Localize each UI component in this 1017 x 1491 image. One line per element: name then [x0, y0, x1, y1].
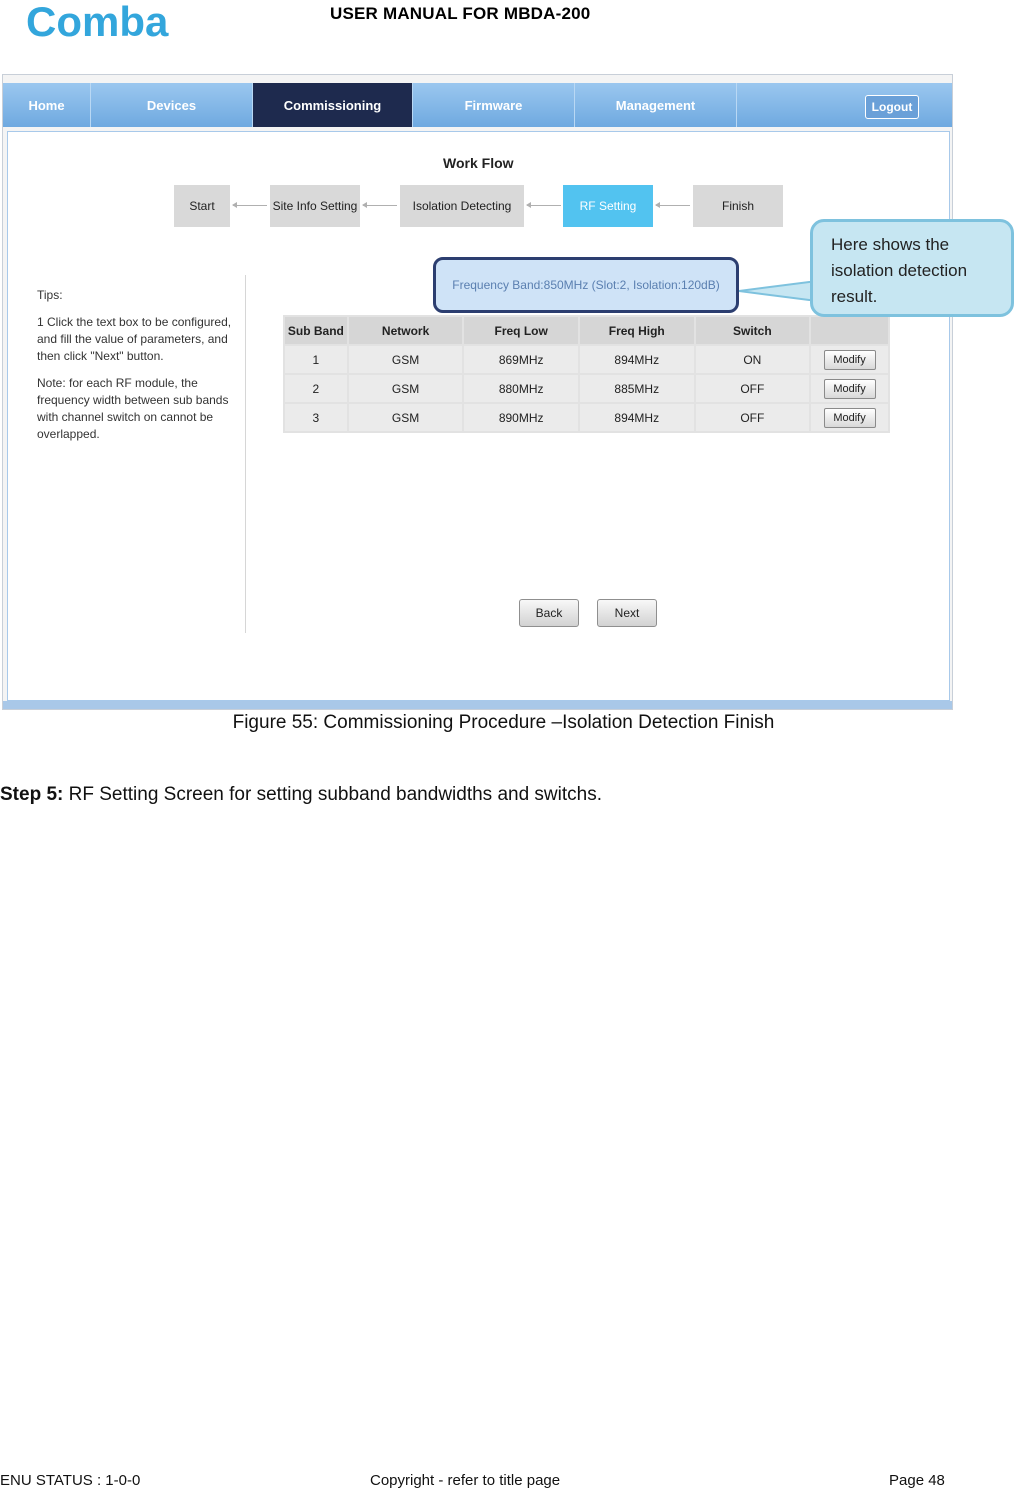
table-row — [284, 345, 889, 374]
workflow-arrow — [233, 205, 267, 206]
step-label: Step 5: — [0, 784, 64, 805]
nav-tab-firmware[interactable]: Firmware — [413, 83, 575, 127]
step-description: RF Setting Screen for setting subband bandwidths and switchs. — [63, 784, 602, 805]
footer-copyright: Copyright - refer to title page — [370, 1472, 561, 1489]
cell-action — [810, 403, 889, 432]
modify-button[interactable]: Modify — [824, 408, 876, 428]
cell-freq-low: 880MHz — [463, 374, 579, 403]
cell-network: GSM — [348, 374, 464, 403]
cell-sub-band: 1 — [284, 345, 348, 374]
cell-freq-high: 894MHz — [579, 403, 695, 432]
table-row — [284, 374, 889, 403]
commissioning-screenshot — [2, 74, 953, 710]
nav-tab-commissioning[interactable]: Commissioning — [253, 83, 413, 127]
callout-pointer — [739, 281, 819, 301]
cell-network: GSM — [348, 345, 464, 374]
column-header: Sub Band — [284, 316, 348, 345]
cell-freq-low: 890MHz — [463, 403, 579, 432]
nav-bar — [3, 83, 953, 127]
cell-action — [810, 345, 889, 374]
subband-table — [283, 315, 890, 433]
workflow-arrow — [527, 205, 561, 206]
cell-freq-high: 894MHz — [579, 345, 695, 374]
workflow-step-isolation: Isolation Detecting — [400, 185, 524, 227]
workflow-step-rf-setting: RF Setting — [563, 185, 653, 227]
figure-caption: Figure 55: Commissioning Procedure –Isolation Detection Finish — [232, 712, 775, 733]
cell-switch: ON — [695, 345, 811, 374]
column-header: Network — [348, 316, 464, 345]
next-button[interactable]: Next — [597, 599, 657, 627]
cell-freq-high: 885MHz — [579, 374, 695, 403]
screenshot-footer-strip — [3, 701, 953, 710]
document-title: USER MANUAL FOR MBDA-200 — [330, 4, 591, 23]
column-header: Freq Low — [463, 316, 579, 345]
cell-sub-band: 3 — [284, 403, 348, 432]
workflow-step-finish: Finish — [693, 185, 783, 227]
callout-bubble: Here shows the isolation detection result. — [810, 219, 1014, 317]
modify-button[interactable]: Modify — [824, 350, 876, 370]
cell-sub-band: 2 — [284, 374, 348, 403]
isolation-result: Frequency Band:850MHz (Slot:2, Isolation:120dB) — [433, 257, 739, 313]
tips-note: Note: for each RF module, the frequency width between sub bands with channel switch on cannot be overlapped. — [37, 376, 229, 441]
footer-status: ENU STATUS : 1-0-0 — [0, 1472, 141, 1489]
modify-button[interactable]: Modify — [824, 379, 876, 399]
workflow-arrow — [656, 205, 690, 206]
workflow-step-start: Start — [174, 185, 230, 227]
workflow-title: Work Flow — [443, 155, 514, 171]
nav-tab-home[interactable]: Home — [3, 83, 91, 127]
comba-logo — [26, 2, 206, 42]
workflow-arrow — [363, 205, 397, 206]
nav-tab-devices[interactable]: Devices — [91, 83, 253, 127]
table-row — [284, 403, 889, 432]
tips-divider — [245, 275, 246, 633]
cell-freq-low: 869MHz — [463, 345, 579, 374]
tips-text: 1 Click the text box to be configured, and fill the value of parameters, and then click "Next" button. — [37, 315, 232, 363]
cell-action — [810, 374, 889, 403]
back-button[interactable]: Back — [519, 599, 579, 627]
workflow-step-site-info: Site Info Setting — [270, 185, 360, 227]
column-header: Freq High — [579, 316, 695, 345]
cell-switch: OFF — [695, 374, 811, 403]
footer-page-number: Page 48 — [889, 1472, 945, 1489]
column-header: Switch — [695, 316, 811, 345]
cell-network: GSM — [348, 403, 464, 432]
nav-tab-management[interactable]: Management — [575, 83, 737, 127]
step-paragraph — [0, 784, 602, 806]
tips-panel — [37, 287, 237, 453]
logout-button[interactable]: Logout — [865, 95, 919, 119]
tips-heading: Tips: — [37, 288, 63, 302]
svg-text:Comba: Comba — [26, 2, 169, 42]
cell-switch: OFF — [695, 403, 811, 432]
column-header — [810, 316, 889, 345]
